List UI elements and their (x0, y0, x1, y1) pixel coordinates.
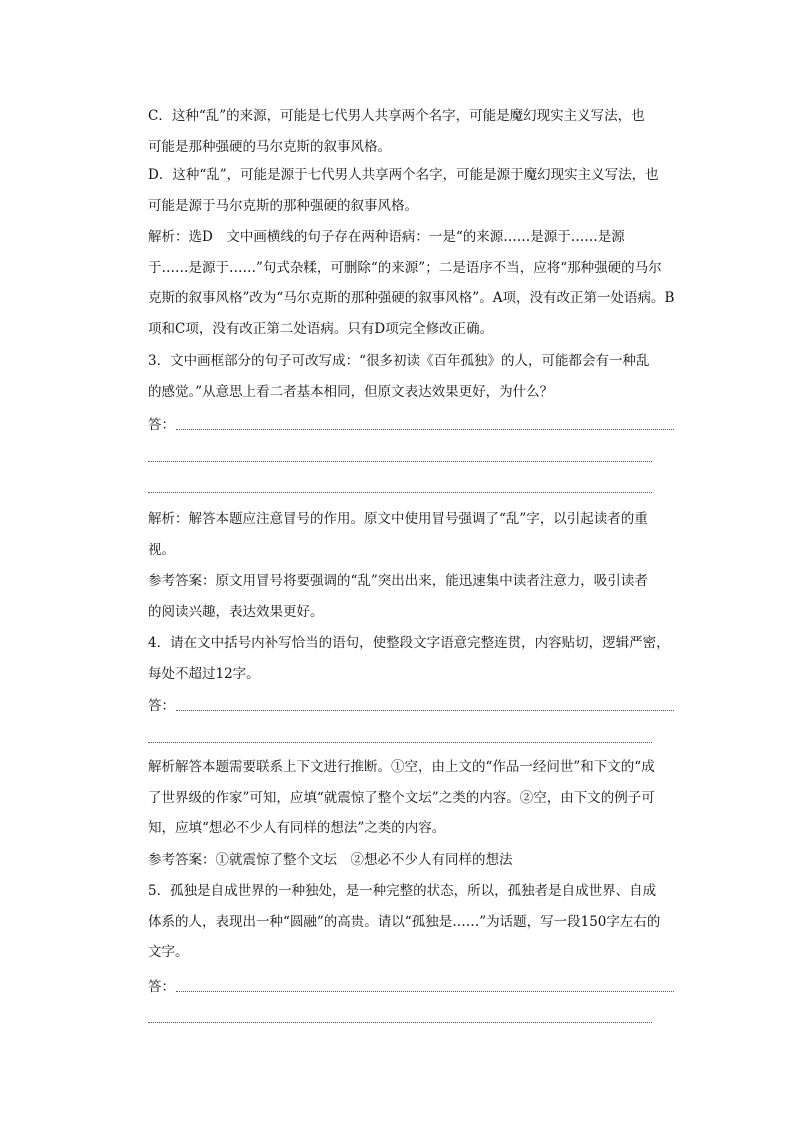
analysis-4-line-1: 解析解答本题需要联系上下文进行推断。①空，由上文的“作品一经问世”和下文的“成 (148, 759, 655, 775)
answer-label-3: 答： (148, 417, 175, 433)
answer-label-5: 答： (148, 979, 175, 995)
option-d-line-2: 可能是源于马尔克斯的那种强硬的叙事风格。 (148, 197, 418, 214)
question-5-line-2: 体系的人，表现出一种“圆融”的高贵。请以“孤独是……”为话题，写一段150字左右的 (148, 913, 661, 930)
answer-blank-5-2[interactable] (148, 1022, 652, 1023)
question-5 (148, 876, 674, 968)
answer-blank-5-1[interactable] (176, 991, 674, 992)
analysis-3-line-1: 解析：解答本题应注意冒号的作用。原文中使用冒号强调了“乱”字，以引起读者的重 (148, 511, 648, 527)
analysis-3-line-2: 视。 (148, 541, 175, 558)
option-c-line-1: C．这种“乱”的来源，可能是七代男人共享两个名字，可能是魔幻现实主义写法，也 (148, 108, 645, 124)
option-c (148, 101, 674, 162)
answer-blank-3-3[interactable] (148, 492, 652, 493)
option-d-line-1: D．这种“乱”，可能是源于七代男人共享两个名字，可能是源于魔幻现实主义写法，也 (148, 167, 659, 183)
reference-4-line-1: 参考答案：①就震惊了整个文坛 ②想必不少人有同样的想法 (148, 852, 513, 868)
reference-3-line-1: 参考答案：原文用冒号将要强调的“乱”突出出来，能迅速集中读者注意力，吸引读者 (148, 573, 648, 589)
option-d (148, 160, 674, 221)
answer-label-4: 答： (148, 698, 175, 714)
analysis-4 (148, 752, 674, 844)
answer-blank-3-1[interactable] (176, 429, 674, 430)
analysis-2-line-2: 于……是源于……”句式杂糅，可删除“的来源”；二是语序不当，应将“那种强硬的马尔 (148, 259, 662, 276)
question-3-line-2: 的感觉。”从意思上看二者基本相同，但原文表达效果更好，为什么？ (148, 383, 554, 400)
analysis-2-line-3: 克斯的叙事风格”改为“马尔克斯的那种强硬的叙事风格”。A项，没有改正第一处语病。B (148, 290, 675, 306)
analysis-4-line-3: 知，应填“想必不少人有同样的想法”之类的内容。 (148, 820, 446, 836)
question-3 (148, 346, 674, 407)
reference-3-line-2: 的阅读兴趣，表达效果更好。 (148, 603, 324, 620)
analysis-2 (148, 222, 674, 344)
question-5-line-3: 文字。 (148, 944, 189, 960)
analysis-4-line-2: 了世界级的作家”可知，应填“就震惊了整个文坛”之类的内容。②空，由下文的例子可 (148, 789, 655, 806)
analysis-2-line-1: 解析：选D 文中画横线的句子存在两种语病：一是“的来源……是源于……是源 (148, 229, 625, 245)
reference-answer-4 (148, 845, 674, 876)
reference-answer-3 (148, 566, 674, 627)
answer-blank-4-2[interactable] (148, 742, 652, 743)
question-5-line-1: 5．孤独是自成世界的一种独处，是一种完整的状态，所以，孤独者是自成世界、自成 (148, 883, 657, 899)
question-4-line-1: 4．请在文中括号内补写恰当的语句，使整段文字语意完整连贯，内容贴切，逻辑严密， (148, 635, 670, 651)
option-c-line-2: 可能是那种强硬的马尔克斯的叙事风格。 (148, 138, 391, 155)
question-3-line-1: 3．文中画框部分的句子可改写成：“很多初读《百年孤独》的人，可能都会有一种乱 (148, 353, 650, 369)
analysis-3 (148, 504, 674, 565)
analysis-2-line-4: 项和C项，没有改正第二处语病。只有D项完全修改正确。 (148, 320, 494, 337)
question-4-line-2: 每处不超过12字。 (148, 665, 260, 682)
answer-blank-3-2[interactable] (148, 461, 652, 462)
answer-blank-4-1[interactable] (176, 710, 674, 711)
question-4 (148, 628, 674, 689)
